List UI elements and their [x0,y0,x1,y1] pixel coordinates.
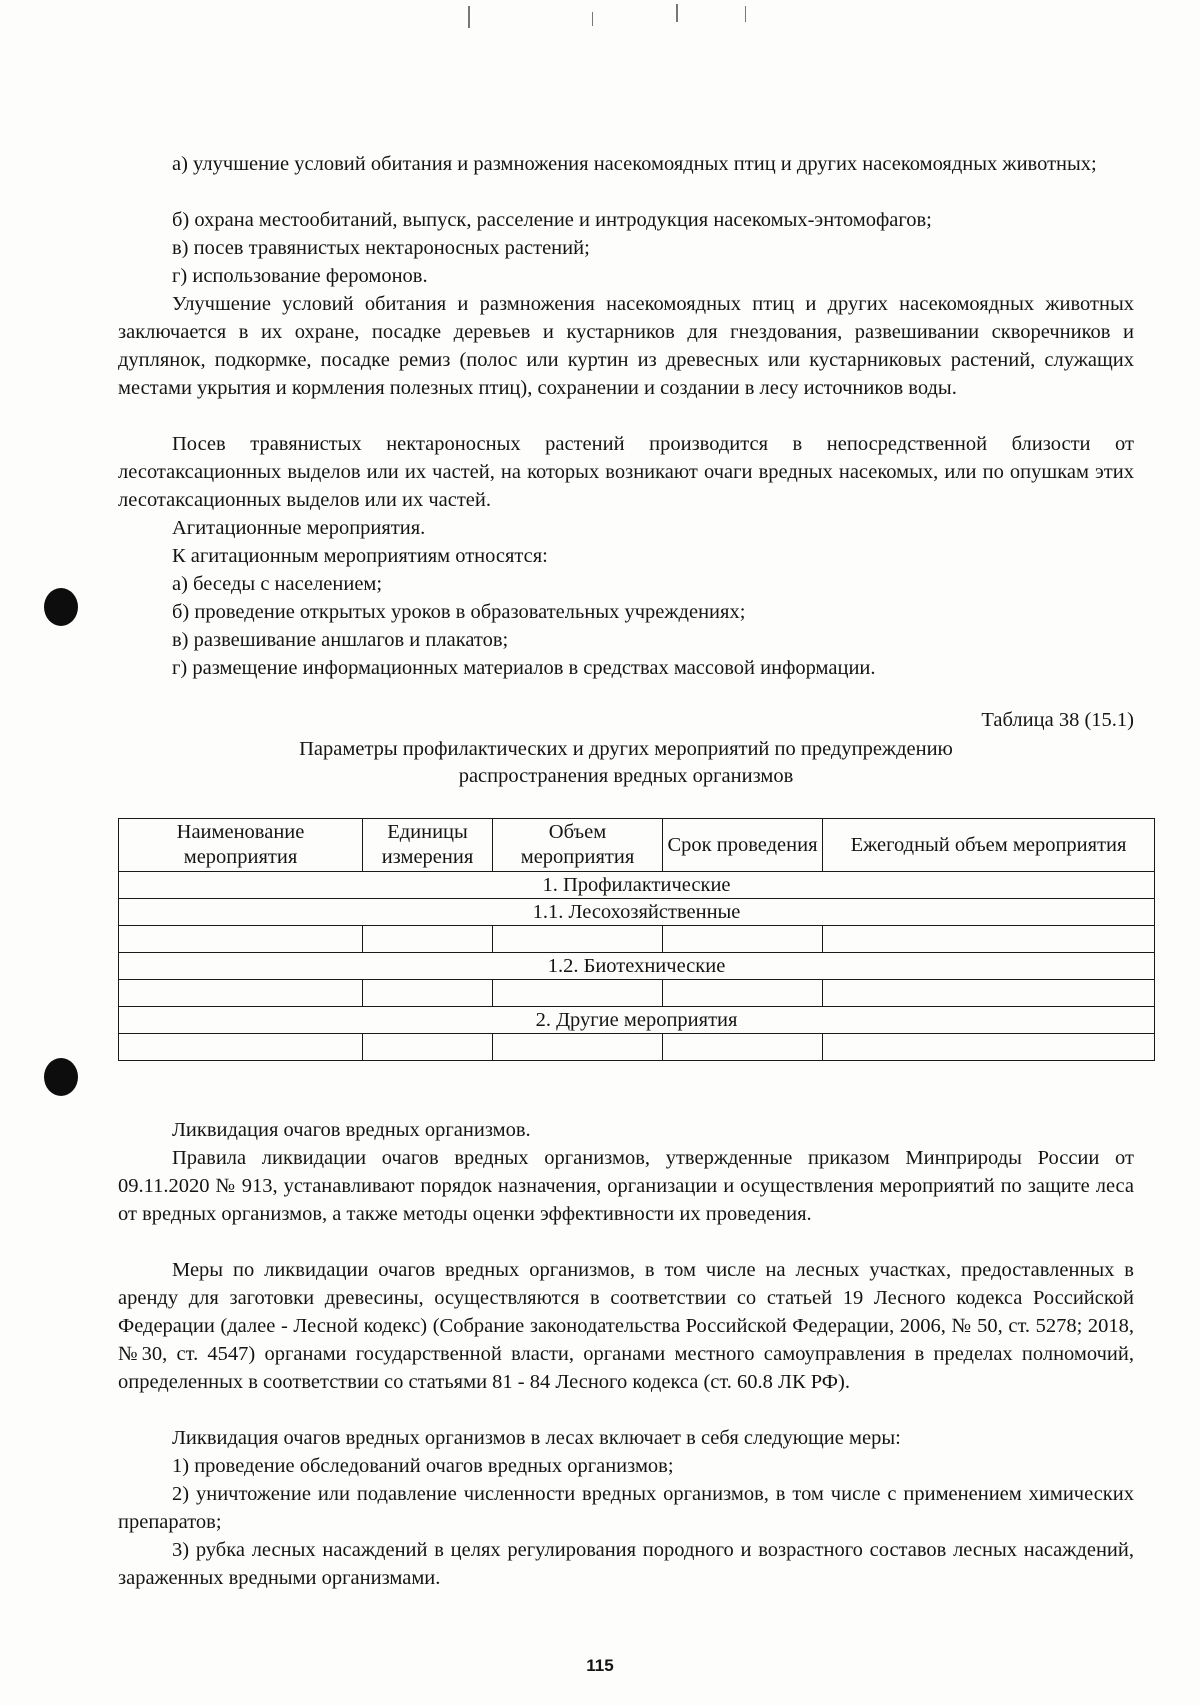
agitation-intro: К агитационным мероприятиям относятся: [172,545,548,567]
section-forestry: 1.1. Лесохозяйственные [119,899,1155,926]
table-row-section [119,953,1155,980]
table-cell [119,980,363,1007]
header-cell-term: Срок проведения [663,819,823,872]
table-cell [663,980,823,1007]
intro-item-c: в) посев травянистых нектароносных растений; [172,237,590,259]
header-cell-units: Единицы измерения [363,819,493,872]
intro-item-a: а) улучшение условий обитания и размножения насекомоядных птиц и других насекомоядных животных; [172,153,1097,175]
punch-hole-lower [44,1058,78,1096]
scan-mark-top [468,6,470,28]
punch-hole-upper [44,588,78,626]
paragraph-nectar: Посев травянистых нектароносных растений производится в непосредственной близости от лесотаксационных выделов или их частей, на которых возникают очаги вредных насекомых, или по опушкам этих лесотаксационных выделов или их частей. [118,433,1134,511]
liquidation-measure-1: 1) проведение обследований очагов вредных организмов; [172,1455,674,1477]
section-biotechnical: 1.2. Биотехнические [119,953,1155,980]
agitation-item-b: б) проведение открытых уроков в образовательных учреждениях; [172,601,746,623]
header-cell-volume: Объем мероприятия [493,819,663,872]
table-title-line2: распространения вредных организмов [458,765,794,787]
agitation-item-d: г) размещение информационных материалов в средствах массовой информации. [172,657,876,679]
table-header-row [119,819,1155,872]
table-cell [119,1034,363,1061]
agitation-heading: Агитационные мероприятия. [172,517,426,539]
table-cell [493,926,663,953]
header-cell-name: Наименование мероприятия [119,819,363,872]
agitation-item-c: в) развешивание аншлагов и плакатов; [172,629,509,651]
table-title-line1: Параметры профилактических и других мероприятий по предупреждению [299,738,953,760]
table-row-section [119,1007,1155,1034]
page-number: 115 [586,1656,614,1675]
table-row [119,1034,1155,1061]
table-cell [363,1034,493,1061]
table-cell [823,1034,1155,1061]
table-cell [823,926,1155,953]
liquidation-measures-intro: Ликвидация очагов вредных организмов в лесах включает в себя следующие меры: [172,1427,901,1449]
scan-mark-top-4 [745,6,746,22]
paragraph-birds: Улучшение условий обитания и размножения насекомоядных птиц и других насекомоядных животных заключается в их охране, посадке деревьев и кустарников для гнездования, развешивании скворечников и дуплянок, подкормке, посадке ремиз (полос или куртин из древесных или кустарниковых растений, служащих местами укрытия и кормления полезных птиц), сохранении и создании в лесу источников воды. [118,293,1134,399]
table-cell [823,980,1155,1007]
table-cell [663,926,823,953]
measures-table [118,818,1155,1061]
table-cell [493,980,663,1007]
header-cell-annual: Ежегодный объем мероприятия [823,819,1155,872]
intro-item-b: б) охрана местообитаний, выпуск, расселение и интродукция насекомых-энтомофагов; [172,209,932,231]
liquidation-measure-2: 2) уничтожение или подавление численности вредных организмов, в том числе с применением химических препаратов; [118,1483,1134,1533]
table-cell [119,926,363,953]
table-row-section [119,899,1155,926]
table-cell [493,1034,663,1061]
liquidation-measure-3: 3) рубка лесных насаждений в целях регулирования породного и возрастного составов лесных насаждений, зараженных вредными организмами. [118,1539,1134,1589]
table-row [119,980,1155,1007]
scan-mark-top-2 [592,12,593,26]
liquidation-heading: Ликвидация очагов вредных организмов. [172,1119,531,1141]
table-row [119,926,1155,953]
liquidation-paragraph-1: Правила ликвидации очагов вредных организмов, утвержденные приказом Минприроды России от 09.11.2020 № 913, устанавливают порядок назначения, организации и осуществления мероприятий по защите леса от вредных организмов, а также методы оценки эффективности их проведения. [118,1147,1134,1225]
section-preventive: 1. Профилактические [119,872,1155,899]
table-cell [663,1034,823,1061]
liquidation-paragraph-2: Меры по ликвидации очагов вредных организмов, в том числе на лесных участках, предоставленных в аренду для заготовки древесины, осуществляются в соответствии со статьей 19 Лесного кодекса Российской Федерации (далее - Лесной кодекс) (Собрание законодательства Российской Федерации, 2006, № 50, ст. 5278; 2018, №30, ст. 4547) органами государственной власти, органами местного самоуправления в пределах полномочий, определенных в соответствии со статьями 81 - 84 Лесного кодекса (ст. 60.8 ЛК РФ). [118,1259,1134,1393]
table-cell [363,980,493,1007]
agitation-item-a: а) беседы с населением; [172,573,383,595]
scan-mark-top-3 [676,4,678,22]
section-other: 2. Другие мероприятия [119,1007,1155,1034]
table-cell [363,926,493,953]
table-row-section [119,872,1155,899]
intro-item-d: г) использование феромонов. [172,265,428,287]
table-label: Таблица 38 (15.1) [981,709,1134,731]
